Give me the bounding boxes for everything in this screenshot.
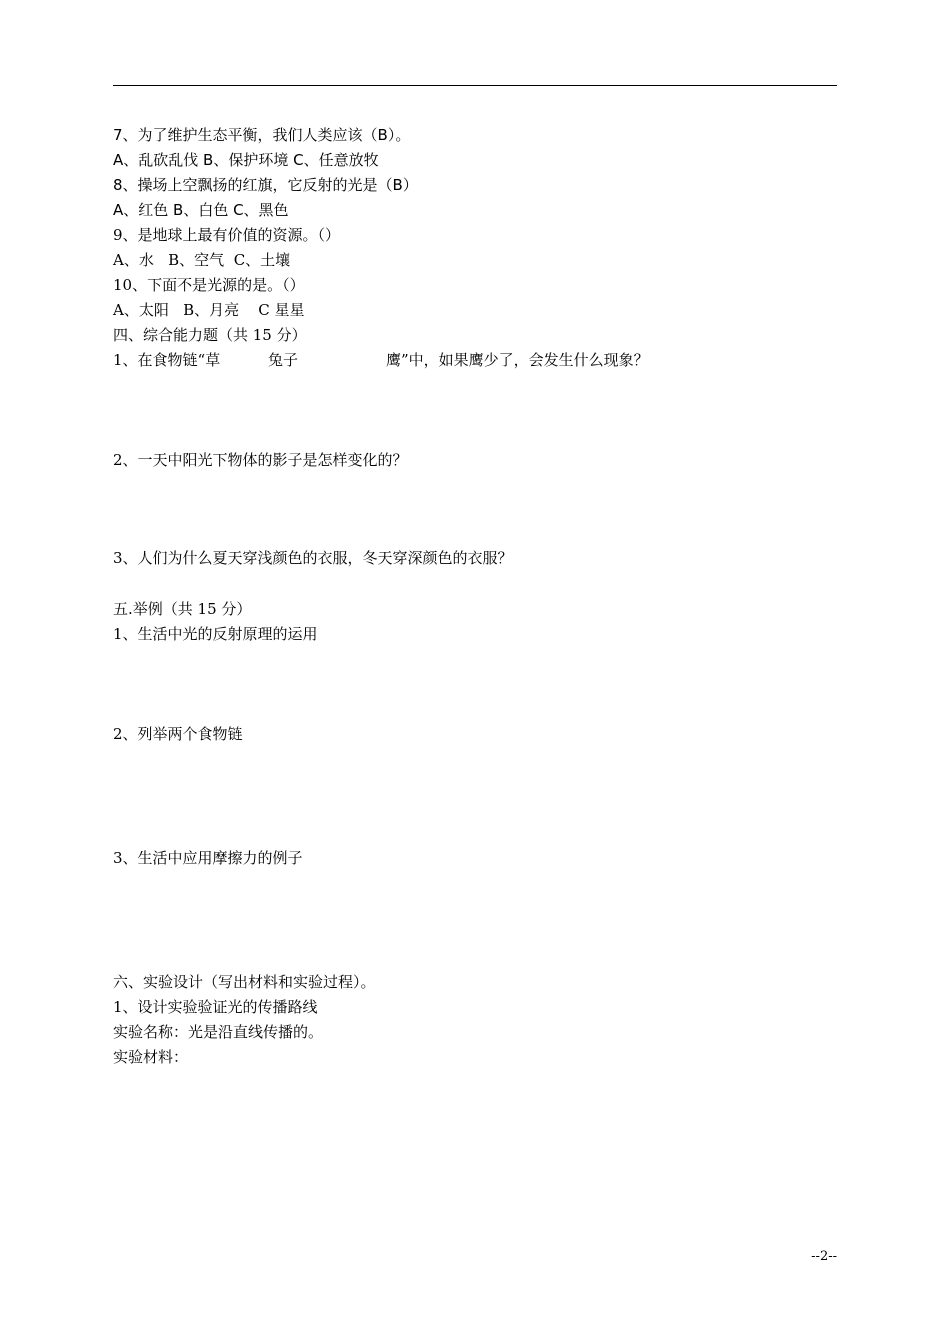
section-6-heading: 六、实验设计（写出材料和实验过程）。 — [113, 973, 376, 991]
question-7-stem: 7、为了维护生态平衡，我们人类应该（B）。 — [113, 126, 411, 144]
question-9-options: A、水 B、空气 C、土壤 — [113, 251, 291, 269]
section-4-heading: 四、综合能力题（共 15 分） — [113, 326, 307, 344]
page-number: --2-- — [811, 1249, 837, 1264]
food-chain-eagle-question: 鹰”中，如果鹰少了，会发生什么现象？ — [386, 351, 649, 369]
section-5-question-3: 3、生活中应用摩擦力的例子 — [113, 849, 303, 867]
section-5-question-2: 2、列举两个食物链 — [113, 725, 243, 743]
section-4-question-2: 2、一天中阳光下物体的影子是怎样变化的？ — [113, 451, 408, 469]
section-4-question-3: 3、人们为什么夏天穿浅颜色的衣服，冬天穿深颜色的衣服？ — [113, 549, 513, 567]
section-4-question-1-prefix: 1、在食物链“草 — [113, 351, 221, 369]
section-6-question-1: 1、设计实验验证光的传播路线 — [113, 998, 318, 1016]
question-10-options: A、太阳 B、月亮 C 星星 — [113, 301, 305, 319]
header-rule — [113, 85, 837, 86]
section-5-heading: 五.举例（共 15 分） — [113, 600, 252, 618]
question-8-options: A、红色 B、白色 C、黑色 — [113, 201, 289, 219]
experiment-name: 实验名称：光是沿直线传播的。 — [113, 1023, 324, 1041]
question-9-stem: 9、是地球上最有价值的资源。（） — [113, 226, 341, 244]
food-chain-rabbit: 兔子 — [268, 351, 299, 369]
question-10-stem: 10、下面不是光源的是。（） — [113, 276, 305, 294]
question-7-options: A、乱砍乱伐 B、保护环境 C、任意放牧 — [113, 151, 379, 169]
section-5-question-1: 1、生活中光的反射原理的运用 — [113, 625, 318, 643]
experiment-materials: 实验材料： — [113, 1048, 189, 1066]
question-8-stem: 8、操场上空飘扬的红旗，它反射的光是（B） — [113, 176, 418, 194]
